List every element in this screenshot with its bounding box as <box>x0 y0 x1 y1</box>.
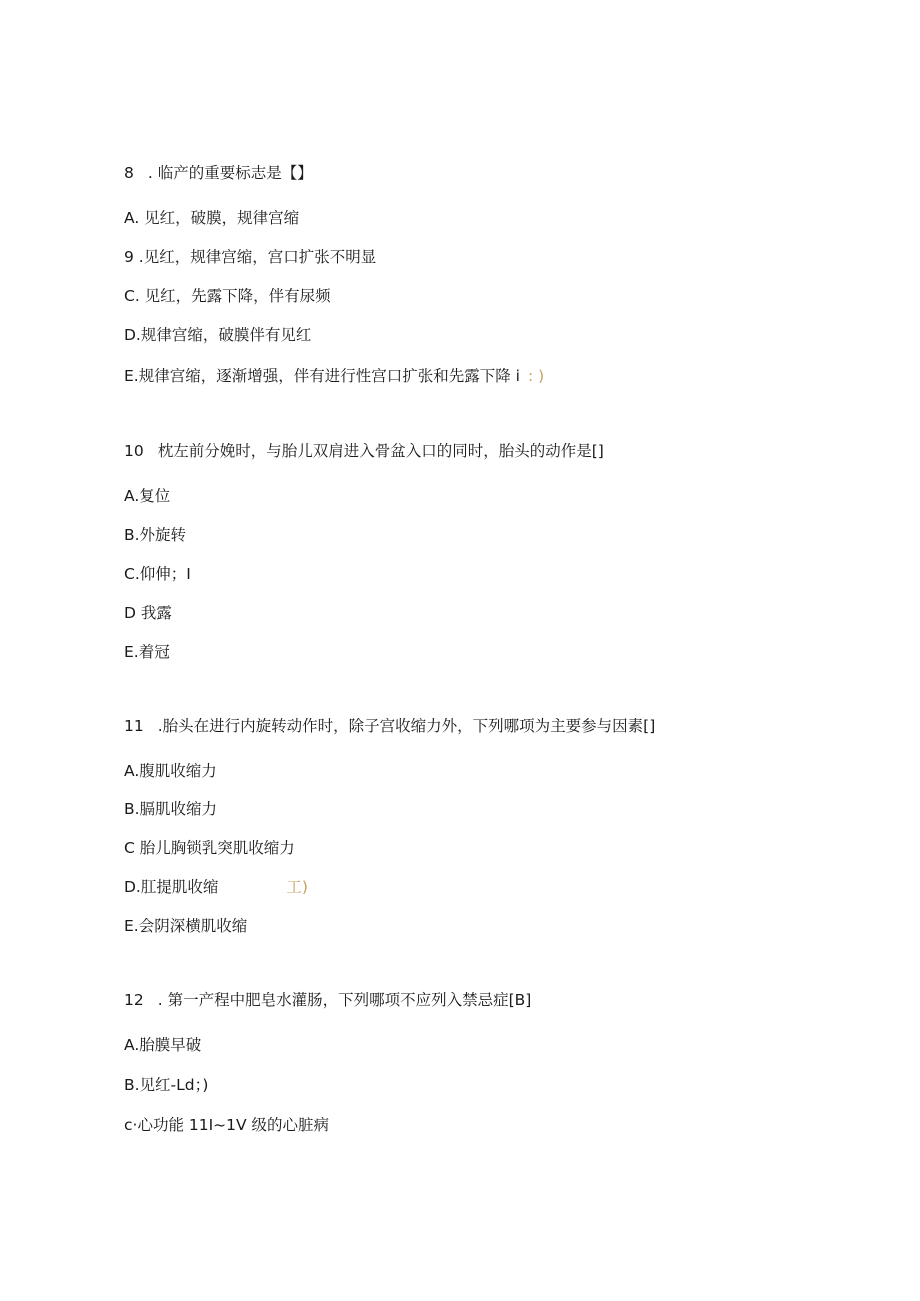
question-text: .胎头在进行内旋转动作时，除子宫收缩力外，下列哪项为主要参与因素[] <box>157 717 656 735</box>
question-12-stem <box>124 990 531 1010</box>
question-number: 8 <box>124 164 134 182</box>
margin-annotation: : ) <box>527 367 545 385</box>
option-b: B.见红-Ld；) <box>124 1076 209 1094</box>
option-e: E.会阴深横肌收缩 <box>124 917 248 935</box>
option-d: D.规律宫缩，破膜伴有见红 <box>124 326 312 344</box>
option-b: B.膈肌收缩力 <box>124 800 218 818</box>
question-text: . 临产的重要标志是【】 <box>147 164 313 182</box>
question-11-stem <box>124 716 655 736</box>
option-d: D 我露 <box>124 604 172 622</box>
option-b: 9 .见红，规律宫缩，宫口扩张不明显 <box>124 248 377 266</box>
question-10-stem <box>124 441 604 461</box>
option-c: C. 见红，先露下降，伴有尿频 <box>124 287 331 305</box>
option-c: C.仰伸；I <box>124 565 191 583</box>
question-text: 枕左前分娩时，与胎儿双肩进入骨盆入口的同时，胎头的动作是[] <box>157 442 604 460</box>
option-a: A.胎膜早破 <box>124 1036 202 1054</box>
option-a: A.腹肌收缩力 <box>124 762 217 780</box>
option-d-text: D.肛提肌收缩 <box>124 878 219 896</box>
option-e-text: E.规律宫缩，逐渐增强，伴有进行性宫口扩张和先露下降 i <box>124 367 520 385</box>
option-d <box>124 877 308 897</box>
question-text: . 第一产程中肥皂水灌肠，下列哪项不应列入禁忌症[B] <box>157 991 532 1009</box>
question-number: 12 <box>124 991 144 1009</box>
option-a: A.复位 <box>124 487 171 505</box>
option-a: A. 见红，破膜，规律宫缩 <box>124 209 300 227</box>
question-number: 10 <box>124 442 144 460</box>
option-c: C 胎儿胸锁乳突肌收缩力 <box>124 839 295 857</box>
option-e: E.着冠 <box>124 643 170 661</box>
question-number: 11 <box>124 717 144 735</box>
option-e <box>124 366 544 386</box>
margin-annotation: 工) <box>286 878 308 896</box>
question-8-stem <box>124 163 313 183</box>
option-c: c·心功能 11I~1V 级的心脏病 <box>124 1116 330 1134</box>
option-b: B.外旋转 <box>124 526 187 544</box>
